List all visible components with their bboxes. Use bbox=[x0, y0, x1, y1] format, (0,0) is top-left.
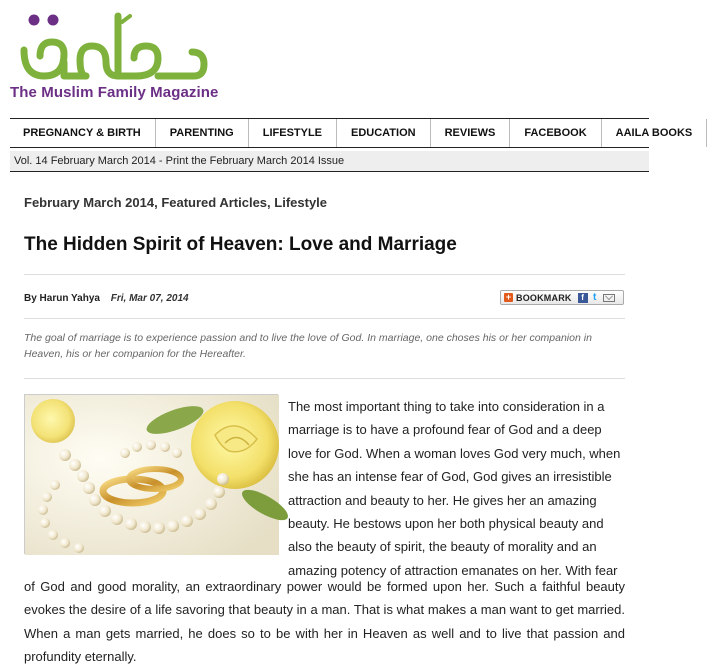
nav-item-reviews[interactable]: REVIEWS bbox=[431, 119, 511, 147]
category-link-lifestyle[interactable]: Lifestyle bbox=[274, 195, 328, 210]
body-line: beauty. He bestows upon her both physical beauty and bbox=[288, 516, 604, 532]
wedding-rings-pearls-image bbox=[25, 395, 279, 555]
article-categories: February March 2014, Featured Articles, Lifestyle bbox=[24, 195, 328, 210]
body-line: love for God. When a woman loves God very much, when bbox=[288, 445, 621, 461]
facebook-icon[interactable]: f bbox=[578, 293, 588, 303]
article-body-continued: of God and good morality, an extraordinary power would be formed upon her. Such a faithful beauty evokes the desire of a life savoring that beauty in a man. That is what makes a man want to get married. When a man gets married, he does so to be with her in Heaven as well and to live that passion and profundity eternally. bbox=[24, 579, 625, 665]
divider bbox=[24, 274, 625, 275]
category-link-feb-mar-2014[interactable]: February March 2014 bbox=[24, 195, 155, 210]
body-line: marriage is to have a profound fear of God and a deep bbox=[288, 422, 602, 438]
body-line: attraction and beauty to her. He gives her an amazing bbox=[288, 492, 597, 508]
bookmark-share-button[interactable] bbox=[500, 290, 624, 305]
plus-icon: + bbox=[505, 292, 512, 302]
site-tagline: The Muslim Family Magazine bbox=[10, 84, 219, 101]
issue-bar bbox=[10, 151, 649, 172]
body-line: also the beauty of spirit, the beauty of morality and an bbox=[288, 539, 597, 555]
issue-separator: - bbox=[155, 155, 166, 167]
nav-item-lifestyle[interactable]: LIFESTYLE bbox=[249, 119, 337, 147]
nav-item-facebook[interactable]: FACEBOOK bbox=[510, 119, 601, 147]
bookmark-label: BOOKMARK bbox=[516, 292, 572, 303]
article-date: Fri, Mar 07, 2014 bbox=[110, 293, 189, 304]
nav-item-education[interactable]: EDUCATION bbox=[337, 119, 431, 147]
nav-item-aaila-books[interactable]: AAILA BOOKS bbox=[602, 119, 707, 147]
category-link-featured[interactable]: Featured Articles bbox=[161, 195, 268, 210]
article-author: By Harun Yahya bbox=[24, 293, 100, 304]
issue-volume: Vol. 14 February March 2014 bbox=[14, 155, 156, 167]
article-body-intro bbox=[288, 395, 624, 582]
article-summary: The goal of marriage is to experience passion and to live the love of God. In marriage, one choses his or her companion in Heaven, his or her companion for the Hereafter. bbox=[24, 332, 592, 360]
twitter-icon[interactable]: t bbox=[592, 291, 597, 303]
print-issue-link[interactable]: Print the February March 2014 Issue bbox=[165, 155, 345, 167]
divider bbox=[24, 378, 625, 379]
body-line: The most important thing to take into consideration in a bbox=[288, 399, 605, 414]
article-image bbox=[24, 394, 278, 554]
nav-item-parenting[interactable]: PARENTING bbox=[156, 119, 249, 147]
email-icon[interactable] bbox=[603, 294, 615, 302]
body-line: amazing potency of attraction emanates on her. With fear bbox=[288, 562, 618, 578]
body-line: she has an intense fear of God, God gives an irresistible bbox=[288, 469, 612, 485]
main-nav bbox=[10, 118, 693, 148]
nav-item-pregnancy-birth[interactable]: PREGNANCY & BIRTH bbox=[10, 119, 156, 147]
divider bbox=[24, 318, 625, 319]
article-byline bbox=[24, 293, 189, 304]
article-title: The Hidden Spirit of Heaven: Love and Marriage bbox=[24, 234, 457, 255]
